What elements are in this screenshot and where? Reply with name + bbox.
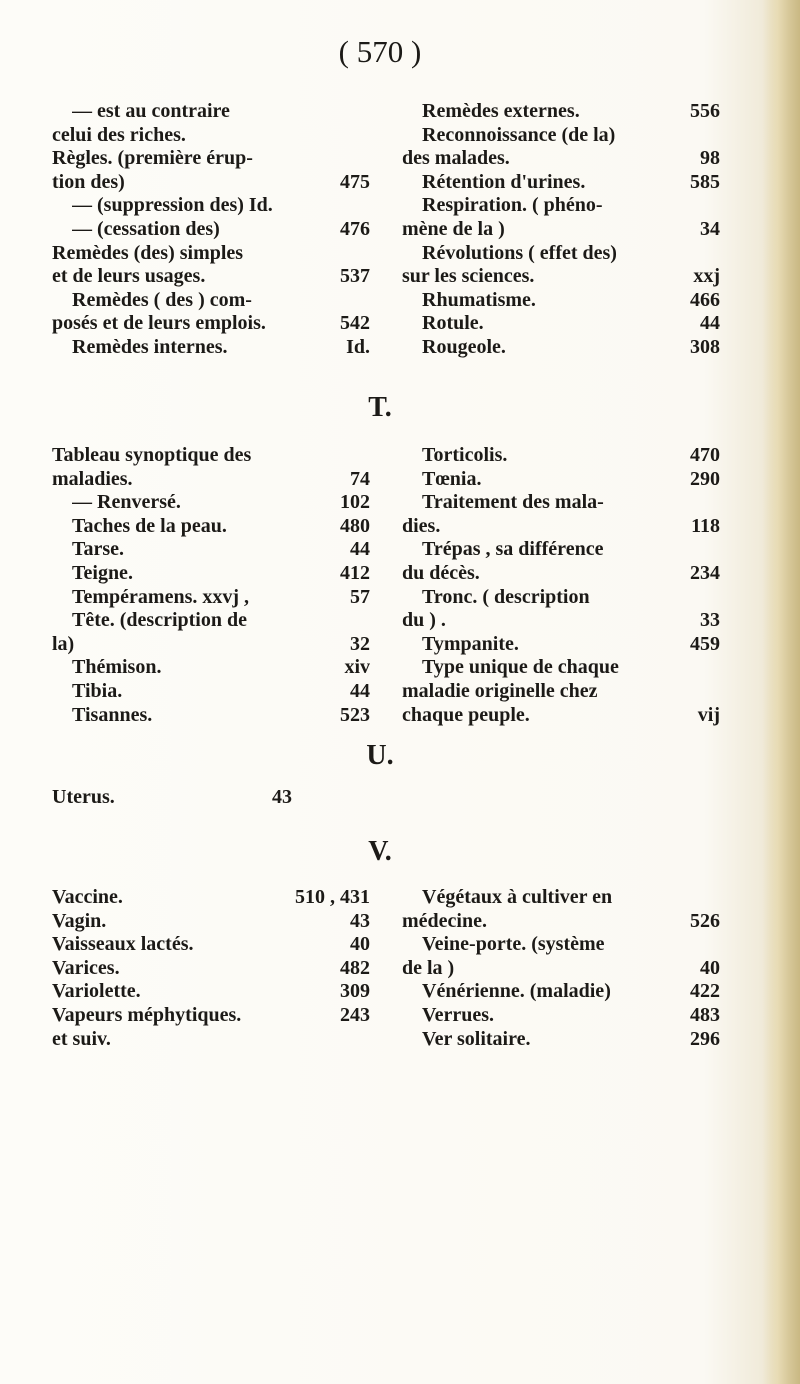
entry-text: Remèdes (des) simples xyxy=(52,241,244,264)
entry-page-ref: 585 xyxy=(690,170,720,193)
entry-page-ref: 475 xyxy=(340,170,370,193)
index-entry xyxy=(52,1004,370,1028)
index-entry xyxy=(52,289,370,313)
entry-page-ref: 482 xyxy=(340,956,370,979)
entry-text: maladie originelle chez xyxy=(402,679,598,702)
entry-text: Thémison. xyxy=(72,656,162,679)
entry-text: du ) . xyxy=(402,609,446,632)
entry-text: Vaccine. xyxy=(52,886,123,908)
entry-text: Tarse. xyxy=(72,538,125,561)
entry-page-ref: 243 xyxy=(340,1003,370,1026)
entry-page-ref: 459 xyxy=(690,632,720,655)
entry-page-ref: 483 xyxy=(690,1003,720,1026)
entry-page-ref: vij xyxy=(697,703,720,726)
entry-page-ref: 43 xyxy=(272,786,292,808)
index-entry xyxy=(402,609,720,633)
entry-text: Révolutions ( effet des) xyxy=(422,241,617,264)
entry-text: Ver solitaire. xyxy=(422,1027,531,1050)
index-entry xyxy=(402,242,720,266)
entry-text: chaque peuple. xyxy=(402,703,530,726)
entry-page-ref: 290 xyxy=(690,467,720,490)
index-entry xyxy=(402,491,720,515)
index-entry xyxy=(52,633,370,657)
entry-text: Type unique de chaque xyxy=(422,656,619,679)
entry-page-ref: 523 xyxy=(340,703,370,726)
section-t-right-column xyxy=(402,444,720,727)
index-entry xyxy=(52,242,370,266)
section-letter-v: V. xyxy=(368,836,392,867)
entry-text: tion des) xyxy=(52,170,125,193)
index-entry xyxy=(402,1004,720,1028)
entry-text: — (suppression des) Id. xyxy=(72,194,273,217)
index-entry xyxy=(402,468,720,492)
entry-page-ref: 422 xyxy=(690,980,720,1003)
index-entry xyxy=(402,265,720,289)
index-entry xyxy=(52,124,370,148)
index-entry xyxy=(402,124,720,148)
section-letter-t: T. xyxy=(368,392,392,423)
entry-text: Règles. (première érup- xyxy=(52,147,253,170)
entry-page-ref: 466 xyxy=(690,288,720,311)
entry-text: Taches de la peau. xyxy=(72,514,227,537)
entry-page-ref: 32 xyxy=(350,632,370,655)
entry-text: Rétention d'urines. xyxy=(422,170,586,193)
entry-page-ref: 510 , 431 xyxy=(295,886,370,908)
entry-page-ref: 476 xyxy=(340,217,370,240)
entry-text: Veine-porte. (système xyxy=(422,933,605,956)
entry-page-ref: 44 xyxy=(350,538,370,561)
entry-text: posés et de leurs emplois. xyxy=(52,312,266,335)
entry-page-ref: 296 xyxy=(690,1027,720,1050)
index-entry xyxy=(402,515,720,539)
entry-page-ref: 542 xyxy=(340,312,370,335)
index-entry xyxy=(52,1028,370,1052)
section-letter-u: U. xyxy=(366,740,394,771)
index-entry xyxy=(402,933,720,957)
index-entry xyxy=(402,336,720,360)
index-entry xyxy=(402,444,720,468)
entry-text: Remèdes externes. xyxy=(422,100,580,122)
index-entry xyxy=(402,147,720,171)
entry-text: Rotule. xyxy=(422,312,484,335)
entry-text: des malades. xyxy=(402,147,510,170)
entry-text: Tibia. xyxy=(72,679,123,702)
index-entry xyxy=(52,444,370,468)
entry-text: Vaisseaux lactés. xyxy=(52,933,194,956)
entry-page-ref: 470 xyxy=(690,444,720,466)
entry-page-ref: Id. xyxy=(346,335,370,358)
entry-page-ref: 40 xyxy=(350,933,370,956)
index-entry xyxy=(52,786,292,810)
entry-text: Teigne. xyxy=(72,561,133,584)
entry-text: Remèdes internes. xyxy=(72,335,228,358)
entry-text: maladies. xyxy=(52,467,133,490)
entry-page-ref: 33 xyxy=(700,609,720,632)
entry-text: Traitement des mala- xyxy=(422,491,604,514)
entry-page-ref: 556 xyxy=(690,100,720,122)
entry-page-ref: 480 xyxy=(340,514,370,537)
index-entry xyxy=(52,933,370,957)
index-entry xyxy=(402,312,720,336)
entry-page-ref: 526 xyxy=(690,909,720,932)
entry-page-ref: 74 xyxy=(350,467,370,490)
index-entry xyxy=(402,586,720,610)
entry-text: Vagin. xyxy=(52,909,107,932)
section-t-left-column xyxy=(52,444,370,727)
entry-text: la) xyxy=(52,632,75,655)
index-entry xyxy=(52,336,370,360)
index-entry xyxy=(52,312,370,336)
index-entry xyxy=(52,704,370,728)
entry-text: — Renversé. xyxy=(72,491,181,514)
index-entry xyxy=(52,468,370,492)
entry-page-ref: 44 xyxy=(350,679,370,702)
index-entry xyxy=(402,562,720,586)
entry-text: — est au contraire xyxy=(72,100,230,122)
index-entry xyxy=(402,656,720,680)
index-entry xyxy=(52,171,370,195)
entry-text: dies. xyxy=(402,514,441,537)
entry-text: Rougeole. xyxy=(422,335,506,358)
entry-text: Remèdes ( des ) com- xyxy=(72,288,252,311)
index-entry xyxy=(402,538,720,562)
section-r-right-column xyxy=(402,100,720,360)
entry-text: Tisannes. xyxy=(72,703,153,726)
entry-text: celui des riches. xyxy=(52,123,186,146)
entry-text: Verrues. xyxy=(422,1003,495,1026)
index-entry xyxy=(52,586,370,610)
index-entry xyxy=(52,980,370,1004)
entry-text: médecine. xyxy=(402,909,487,932)
entry-page-ref: 40 xyxy=(700,956,720,979)
entry-text: Vénérienne. (maladie) xyxy=(422,980,611,1003)
index-entry xyxy=(402,100,720,124)
entry-page-ref: 98 xyxy=(700,147,720,170)
index-entry xyxy=(402,194,720,218)
entry-text: Végétaux à cultiver en xyxy=(422,886,613,908)
index-entry xyxy=(402,980,720,1004)
index-entry xyxy=(52,100,370,124)
index-entry xyxy=(402,171,720,195)
index-entry xyxy=(52,656,370,680)
entry-text: Trépas , sa différence xyxy=(422,538,604,561)
index-entry xyxy=(402,218,720,242)
section-v-left-column xyxy=(52,886,370,1051)
entry-text: Vapeurs méphytiques. xyxy=(52,1003,242,1026)
entry-text: de la ) xyxy=(402,956,455,979)
entry-text: Variolette. xyxy=(52,980,141,1003)
entry-text: et de leurs usages. xyxy=(52,265,206,288)
page-edge-shadow xyxy=(762,0,800,1384)
entry-text: Tête. (description de xyxy=(72,609,247,632)
index-entry xyxy=(52,515,370,539)
index-entry xyxy=(52,218,370,242)
index-entry xyxy=(52,910,370,934)
entry-text: Tronc. ( description xyxy=(422,585,590,608)
entry-page-ref: 102 xyxy=(340,491,370,514)
entry-text: Torticolis. xyxy=(422,444,508,466)
entry-page-ref: 234 xyxy=(690,561,720,584)
entry-text: Tympanite. xyxy=(422,632,519,655)
entry-page-ref: 412 xyxy=(340,561,370,584)
index-entry xyxy=(52,491,370,515)
index-entry xyxy=(402,910,720,934)
index-entry xyxy=(52,194,370,218)
entry-text: Uterus. xyxy=(52,786,115,808)
index-entry xyxy=(402,886,720,910)
section-v-right-column xyxy=(402,886,720,1051)
entry-page-ref: 34 xyxy=(700,217,720,240)
entry-text: Varices. xyxy=(52,956,120,979)
index-entry xyxy=(402,680,720,704)
entry-page-ref: 308 xyxy=(690,335,720,358)
entry-page-ref: 537 xyxy=(340,265,370,288)
index-entry xyxy=(52,957,370,981)
entry-page-ref: 118 xyxy=(691,514,720,537)
entry-page-ref: 309 xyxy=(340,980,370,1003)
entry-page-ref: xxj xyxy=(693,265,720,288)
index-entry xyxy=(402,633,720,657)
index-entry xyxy=(52,147,370,171)
index-entry xyxy=(402,1028,720,1052)
entry-text: mène de la ) xyxy=(402,217,505,240)
entry-text: — (cessation des) xyxy=(72,217,220,240)
index-entry xyxy=(52,886,370,910)
entry-page-ref: 57 xyxy=(350,585,370,608)
entry-text: sur les sciences. xyxy=(402,265,535,288)
index-entry xyxy=(402,289,720,313)
index-entry xyxy=(402,957,720,981)
entry-page-ref: 43 xyxy=(350,909,370,932)
section-u-left-column xyxy=(52,786,292,810)
entry-text: Reconnoissance (de la) xyxy=(422,123,616,146)
entry-text: Tœnia. xyxy=(422,467,482,490)
index-entry xyxy=(52,538,370,562)
page-number: ( 570 ) xyxy=(338,34,422,69)
index-entry xyxy=(52,680,370,704)
index-entry xyxy=(52,609,370,633)
index-entry xyxy=(402,704,720,728)
entry-text: Tableau synoptique des xyxy=(52,444,252,466)
entry-text: du décès. xyxy=(402,561,480,584)
entry-page-ref: 44 xyxy=(700,312,720,335)
entry-text: Tempéramens. xxvj , xyxy=(72,585,250,608)
section-r-left-column xyxy=(52,100,370,360)
entry-page-ref: xiv xyxy=(344,656,370,679)
entry-text: Rhumatisme. xyxy=(422,288,536,311)
entry-text: et suiv. xyxy=(52,1027,111,1050)
entry-text: Respiration. ( phéno- xyxy=(422,194,603,217)
index-entry xyxy=(52,265,370,289)
index-entry xyxy=(52,562,370,586)
